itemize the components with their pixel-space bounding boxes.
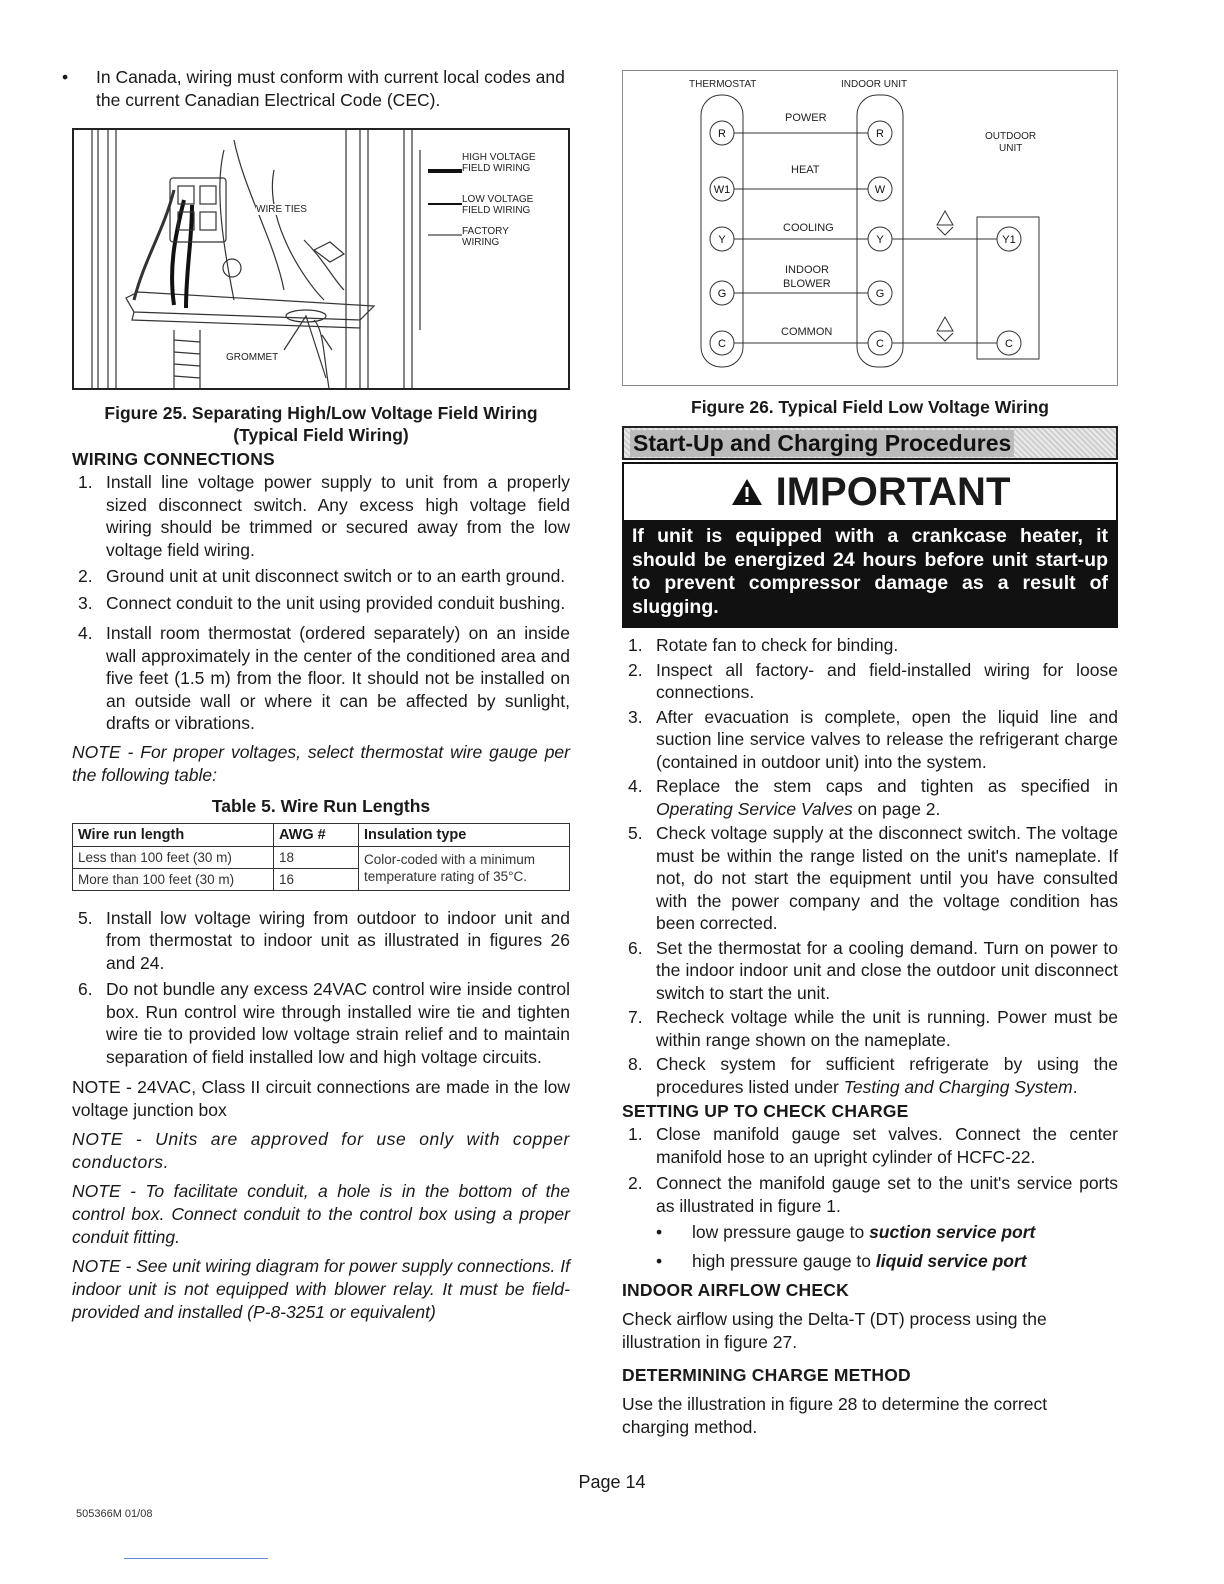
label-wire-ties: WIRE TIES — [256, 204, 307, 215]
step-text-tail: on page 2. — [852, 798, 941, 819]
table-header: Insulation type — [359, 823, 570, 846]
wire-label-heat: HEAT — [791, 164, 820, 176]
step-text: Ground unit at unit disconnect switch or to an earth ground. — [106, 566, 566, 586]
table-header-row — [73, 823, 570, 846]
setup-step — [622, 1123, 1118, 1168]
legend-high-voltage: HIGH VOLTAGE FIELD WIRING — [462, 152, 536, 174]
step-text-main: Replace the stem caps and tighten as specified in — [656, 776, 1118, 796]
setup-heading: SETTING UP TO CHECK CHARGE — [622, 1101, 909, 1121]
step-number: 1. — [628, 1124, 643, 1144]
insulation-cell: Color-coded with a minimum temperature rating of 35°C. — [359, 846, 570, 890]
step-text: Recheck voltage while the unit is running. Power must be within range shown on the nameplate. — [656, 1007, 1118, 1050]
step-text: Connect the manifold gauge set to the unit's service ports as illustrated in figure 1. — [656, 1173, 1118, 1216]
terminal-label: G — [875, 288, 885, 300]
terminal-label: G — [717, 288, 727, 300]
startup-step — [622, 706, 1118, 774]
wiring-steps-a — [72, 471, 570, 735]
wiring-steps-b — [72, 907, 570, 1069]
startup-banner-text: Start-Up and Charging Procedures — [630, 430, 1014, 457]
canada-bullet-text: In Canada, wiring must conform with current local codes and the current Canadian Electrical Code (CEC). — [96, 67, 565, 110]
table-cell: Less than 100 feet (30 m) — [73, 846, 274, 868]
step-text: Install low voltage wiring from outdoor to indoor unit and from thermostat to indoor unit as illustrated in figures 26 and 24. — [106, 907, 570, 973]
startup-step — [622, 1006, 1118, 1051]
step-number: 8. — [628, 1054, 643, 1074]
terminal-label: W1 — [713, 184, 731, 196]
setup-steps — [622, 1123, 1118, 1217]
gauge-high-text — [692, 1250, 1027, 1273]
legend-low-voltage: LOW VOLTAGE FIELD WIRING — [462, 194, 534, 216]
startup-step — [622, 659, 1118, 704]
step-number: 2. — [628, 1173, 643, 1193]
step-text: Install room thermostat (ordered separately) on an inside wall approximately in the center of the conditioned area and five feet (1.5 m) from the floor. It should not be installed on an outside wall or where it can be affected by sunlight, drafts or vibrations. — [106, 623, 570, 733]
step-text: After evacuation is complete, open the liquid line and suction line service valves to release the refrigerant charge (contained in outdoor unit) into the system. — [656, 706, 1118, 772]
indoor-unit-label: INDOOR UNIT — [841, 79, 908, 90]
step-text: Connect conduit to the unit using provided conduit bushing. — [106, 592, 566, 613]
step-number: 5. — [628, 823, 643, 843]
step-text-tail: . — [1072, 1076, 1078, 1097]
terminal-label: W — [874, 184, 886, 196]
step-text-italic: Testing and Charging System — [843, 1076, 1073, 1097]
bullet-icon: • — [656, 1222, 663, 1242]
terminal-label: Y — [718, 234, 726, 246]
step-number: 1. — [78, 472, 93, 492]
wiring-step — [72, 907, 570, 975]
gauge-low-prefix: low pressure gauge to — [692, 1222, 870, 1242]
wiring-step — [72, 471, 570, 561]
canada-bullet — [60, 66, 570, 112]
step-number: 2. — [628, 659, 643, 680]
legend-factory: FACTORY WIRING — [462, 226, 509, 248]
step-number: 2. — [78, 566, 93, 586]
gauge-high-bullet — [622, 1250, 1118, 1273]
wiring-step — [72, 622, 570, 735]
table-cell: More than 100 feet (30 m) — [73, 868, 274, 890]
startup-step — [622, 1053, 1118, 1098]
note-wiring-diagram: NOTE - See unit wiring diagram for power supply connections. If indoor unit is not equipped with blower relay. It must be field-provided and installed (P-8-3251 or equivalent) — [72, 1256, 570, 1322]
startup-banner — [622, 426, 1118, 460]
gauge-low-bullet — [622, 1221, 1118, 1244]
terminal-label: C — [1005, 338, 1013, 350]
important-message: If unit is equipped with a crankcase heater, it should be energized 24 hours before unit start-up to prevent compressor damage as a result of slugging. — [624, 520, 1116, 626]
label-grommet: GROMMET — [226, 352, 279, 363]
wiring-step — [72, 592, 570, 615]
step-number: 1. — [628, 635, 643, 655]
step-text — [656, 775, 1118, 820]
table-header: AWG # — [274, 823, 359, 846]
table-row — [73, 846, 570, 868]
figure-25-caption-line2: (Typical Field Wiring) — [233, 425, 409, 445]
step-text — [656, 1053, 1118, 1098]
document-number: 505366M 01/08 — [76, 1508, 153, 1520]
note-24vac — [72, 1076, 570, 1122]
wiring-step — [72, 978, 570, 1068]
bullet-icon: • — [656, 1251, 663, 1271]
warning-icon — [730, 477, 764, 507]
bullet-icon: • — [62, 67, 69, 87]
step-text: Rotate fan to check for binding. — [656, 635, 899, 655]
figure-25-caption-line1: Figure 25. Separating High/Low Voltage Field Wiring — [104, 403, 538, 423]
wire-label-cooling: COOLING — [783, 222, 834, 234]
table-cell: 18 — [274, 846, 359, 868]
important-title: IMPORTANT — [775, 470, 1011, 514]
left-column — [62, 66, 570, 1324]
note-wire-gauge: NOTE - For proper voltages, select thermostat wire gauge per the following table: — [72, 741, 570, 785]
airflow-heading: INDOOR AIRFLOW CHECK — [622, 1280, 849, 1300]
wire-label-blower: BLOWER — [783, 278, 831, 290]
figure-26 — [622, 70, 1118, 386]
step-number: 4. — [628, 776, 643, 796]
step-number: 6. — [628, 937, 643, 958]
terminal-label: R — [718, 128, 726, 140]
step-number: 5. — [78, 907, 93, 928]
step-text: Set the thermostat for a cooling demand. Turn on power to the indoor indoor unit and close the outdoor unit disconnect switch to start the unit. — [656, 937, 1118, 1003]
terminal-label: Y1 — [1002, 234, 1016, 246]
step-text-main: Check system for sufficient refrigerate by using the procedures listed under — [656, 1054, 1118, 1097]
table-header: Wire run length — [73, 823, 274, 846]
step-text-italic: Operating Service Valves — [656, 798, 853, 819]
wiring-step — [72, 565, 570, 588]
figure-26-caption: Figure 26. Typical Field Low Voltage Wiring — [691, 397, 1049, 417]
right-column — [622, 70, 1118, 1439]
method-text: Use the illustration in figure 28 to determine the correct charging method. — [622, 1394, 1048, 1437]
wire-label-indoor: INDOOR — [785, 264, 829, 276]
important-box — [622, 462, 1118, 628]
terminal-label: C — [876, 338, 884, 350]
figure-25-caption — [72, 402, 570, 446]
step-text: Install line voltage power supply to unit from a properly sized disconnect switch. Any excess high voltage field wiring should be trimmed or secured away from the low voltage field wiring. — [106, 472, 570, 560]
step-number: 7. — [628, 1007, 643, 1027]
figure-25 — [72, 128, 570, 390]
step-number: 6. — [78, 979, 93, 999]
gauge-low-port: suction service port — [869, 1222, 1036, 1242]
gauge-low-text — [692, 1221, 1035, 1244]
terminal-label: R — [876, 128, 884, 140]
step-number: 3. — [628, 706, 643, 727]
method-heading: DETERMINING CHARGE METHOD — [622, 1365, 911, 1385]
step-text: Do not bundle any excess 24VAC control wire inside control box. Run control wire through installed wire tie and tighten wire tie to provided low voltage strain relief and to maintain separation of field installed low and high voltage circuits. — [106, 979, 570, 1067]
step-text: Inspect all factory- and field-installed wiring for loose connections. — [656, 659, 1118, 702]
note-24vac-text: NOTE - 24VAC, Class II circuit connections are made in the low voltage junction box — [72, 1077, 570, 1120]
footer-divider — [124, 1558, 268, 1559]
gauge-high-prefix: high pressure gauge to — [692, 1251, 876, 1271]
table-5-title: Table 5. Wire Run Lengths — [211, 795, 431, 816]
important-title-row — [624, 464, 1116, 520]
gauge-high-port: liquid service port — [875, 1251, 1027, 1271]
airflow-text: Check airflow using the Delta-T (DT) process using the illustration in figure 27. — [622, 1309, 1047, 1352]
thermostat-label: THERMOSTAT — [689, 79, 757, 90]
startup-step — [622, 634, 1118, 657]
startup-steps — [622, 634, 1118, 1098]
note-conduit: NOTE - To facilitate conduit, a hole is in the bottom of the control box. Connect conduit to the control box using a proper conduit fitting. — [72, 1181, 570, 1247]
startup-step — [622, 775, 1118, 820]
page-number: Page 14 — [578, 1472, 646, 1492]
table-cell: 16 — [274, 868, 359, 890]
setup-step — [622, 1172, 1118, 1217]
startup-step — [622, 937, 1118, 1005]
figure-26-diagram — [623, 71, 1117, 385]
outdoor-unit-label: UNIT — [999, 143, 1023, 154]
step-number: 4. — [78, 623, 93, 643]
wire-label-power: POWER — [785, 112, 827, 124]
step-text: Check voltage supply at the disconnect switch. The voltage must be within the range listed on the unit's nameplate. If not, do not start the equipment until you have consulted with the power company and the voltage condition has been corrected. — [656, 823, 1118, 933]
wiring-connections-heading: WIRING CONNECTIONS — [72, 449, 275, 469]
step-number: 3. — [78, 592, 93, 613]
terminal-label: C — [718, 338, 726, 350]
terminal-label: Y — [876, 234, 884, 246]
outdoor-unit-label: OUTDOOR — [985, 131, 1037, 142]
note-copper: NOTE - Units are approved for use only with copper conductors. — [72, 1129, 570, 1172]
wire-run-table — [72, 823, 570, 891]
wire-label-common: COMMON — [781, 326, 833, 338]
step-text: Close manifold gauge set valves. Connect the center manifold hose to an upright cylinder of HCFC-22. — [656, 1124, 1118, 1167]
startup-step — [622, 822, 1118, 935]
